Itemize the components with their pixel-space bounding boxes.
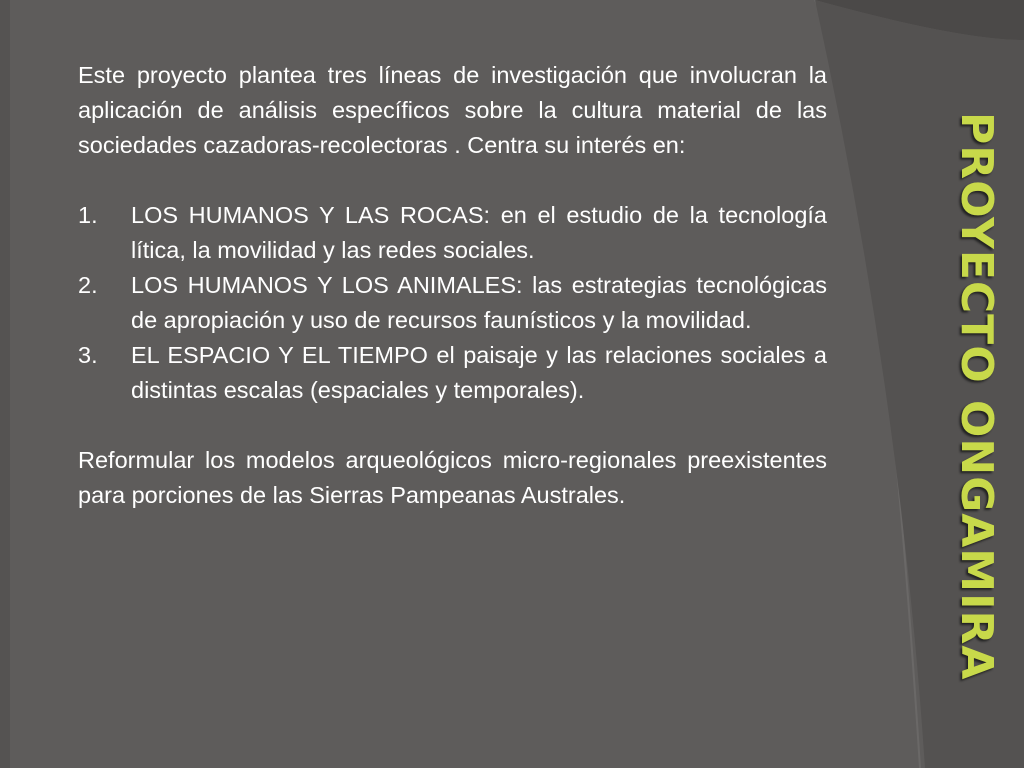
list-item-text: LOS HUMANOS Y LAS ROCAS: en el estudio de la tecnología lítica, la movilidad y las redes sociales. [131, 202, 827, 263]
list-item [78, 268, 827, 338]
intro-paragraph: Este proyecto plantea tres líneas de investigación que involucran la aplicación de análisis específicos sobre la cultura material de las sociedades cazadoras-recolectoras . Centra su interés en: [78, 62, 827, 158]
slide-title-text: PROYECTO ONGAMIRA [951, 112, 1002, 681]
list-item-number: 3. [78, 342, 98, 368]
research-lines-list [78, 198, 827, 408]
list-item [78, 198, 827, 268]
list-item [78, 338, 827, 408]
closing-paragraph: Reformular los modelos arqueológicos micro-regionales preexistentes para porciones de las Sierras Pampeanas Australes. [78, 447, 827, 508]
slide-body [78, 58, 827, 513]
list-item-number: 1. [78, 202, 98, 228]
list-item-number: 2. [78, 272, 98, 298]
slide-title [934, 112, 1014, 681]
list-item-text: LOS HUMANOS Y LOS ANIMALES: las estrategias tecnológicas de apropiación y uso de recursos faunísticos y la movilidad. [131, 272, 827, 333]
list-item-text: EL ESPACIO Y EL TIEMPO el paisaje y las relaciones sociales a distintas escalas (espaciales y temporales). [131, 342, 827, 403]
